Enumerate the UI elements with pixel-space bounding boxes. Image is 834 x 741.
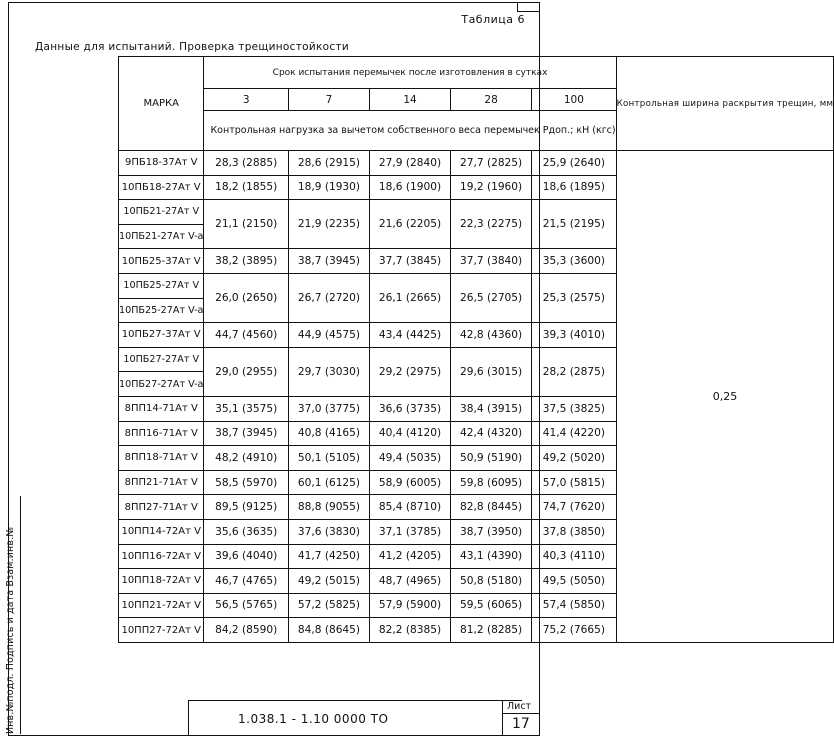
load-value-cell: 21,9 (2235) <box>288 200 369 249</box>
load-value-cell: 37,6 (3830) <box>288 519 369 544</box>
load-value-cell: 29,6 (3015) <box>451 347 532 396</box>
table-label: Таблица 6 <box>461 13 525 26</box>
load-value-cell: 26,7 (2720) <box>288 273 369 322</box>
day-header: 7 <box>288 89 369 111</box>
load-value-cell: 44,7 (4560) <box>204 323 288 348</box>
load-value-cell: 28,6 (2915) <box>288 151 369 176</box>
table-row <box>119 151 834 176</box>
load-value-cell: 40,3 (4110) <box>532 544 617 569</box>
title-block-top-line <box>188 700 522 701</box>
load-value-cell: 58,5 (5970) <box>204 470 288 495</box>
load-value-cell: 88,8 (9055) <box>288 495 369 520</box>
load-value-cell: 29,7 (3030) <box>288 347 369 396</box>
side-stamp-text: Инв.№подл. Подпись и дата Взам.инв.№ <box>5 526 16 734</box>
load-value-cell: 21,1 (2150) <box>204 200 288 249</box>
load-value-cell: 19,2 (1960) <box>451 175 532 200</box>
mark-cell: 8ПП21-71Ат V <box>119 470 204 495</box>
load-value-cell: 26,5 (2705) <box>451 273 532 322</box>
load-value-cell: 82,8 (8445) <box>451 495 532 520</box>
load-value-cell: 49,2 (5015) <box>288 569 369 594</box>
day-header: 28 <box>451 89 532 111</box>
load-value-cell: 35,3 (3600) <box>532 249 617 274</box>
load-value-cell: 81,2 (8285) <box>451 618 532 643</box>
mark-cell: 10ПБ18-27Ат V <box>119 175 204 200</box>
age-caption: Срок испытания перемычек после изготовления в сутках <box>204 57 616 89</box>
load-value-cell: 57,2 (5825) <box>288 593 369 618</box>
load-value-cell: 37,1 (3785) <box>369 519 450 544</box>
load-value-cell: 50,8 (5180) <box>451 569 532 594</box>
load-value-cell: 27,9 (2840) <box>369 151 450 176</box>
crack-width-caption: Контрольная ширина раскрытия трещин, мм <box>616 57 834 151</box>
side-stamp <box>5 496 21 734</box>
load-value-cell: 57,9 (5900) <box>369 593 450 618</box>
title-block-right-line <box>502 700 503 736</box>
load-value-cell: 22,3 (2275) <box>451 200 532 249</box>
load-value-cell: 29,2 (2975) <box>369 347 450 396</box>
load-value-cell: 44,9 (4575) <box>288 323 369 348</box>
load-value-cell: 35,6 (3635) <box>204 519 288 544</box>
load-value-cell: 39,6 (4040) <box>204 544 288 569</box>
load-value-cell: 28,3 (2885) <box>204 151 288 176</box>
load-value-cell: 50,9 (5190) <box>451 446 532 471</box>
mark-cell: 10ПП18-72Ат V <box>119 569 204 594</box>
load-value-cell: 82,2 (8385) <box>369 618 450 643</box>
load-value-cell: 59,5 (6065) <box>451 593 532 618</box>
load-value-cell: 35,1 (3575) <box>204 396 288 421</box>
crack-width-value: 0,25 <box>616 151 834 643</box>
mark-cell: 10ПБ27-27Ат V-а <box>119 372 204 397</box>
load-value-cell: 37,8 (3850) <box>532 519 617 544</box>
load-value-cell: 41,4 (4220) <box>532 421 617 446</box>
mark-cell: 10ПБ25-27Ат V-а <box>119 298 204 323</box>
load-value-cell: 40,4 (4120) <box>369 421 450 446</box>
mark-cell: 9ПБ18-37Ат V <box>119 151 204 176</box>
load-value-cell: 27,7 (2825) <box>451 151 532 176</box>
load-value-cell: 18,6 (1895) <box>532 175 617 200</box>
document-code: 1.038.1 - 1.10 0000 ТО <box>238 712 389 726</box>
day-header: 3 <box>204 89 288 111</box>
load-value-cell: 29,0 (2955) <box>204 347 288 396</box>
sheet-label: Лист <box>507 701 532 712</box>
test-data-table <box>118 56 834 643</box>
load-value-cell: 42,8 (4360) <box>451 323 532 348</box>
mark-cell: 10ПП21-72Ат V <box>119 593 204 618</box>
mark-cell: 10ПП16-72Ат V <box>119 544 204 569</box>
load-value-cell: 36,6 (3735) <box>369 396 450 421</box>
load-value-cell: 39,3 (4010) <box>532 323 617 348</box>
load-value-cell: 26,0 (2650) <box>204 273 288 322</box>
load-value-cell: 38,7 (3945) <box>204 421 288 446</box>
load-value-cell: 21,5 (2195) <box>532 200 617 249</box>
load-value-cell: 38,4 (3915) <box>451 396 532 421</box>
day-header: 14 <box>369 89 450 111</box>
load-value-cell: 84,2 (8590) <box>204 618 288 643</box>
load-value-cell: 25,9 (2640) <box>532 151 617 176</box>
load-value-cell: 58,9 (6005) <box>369 470 450 495</box>
load-value-cell: 18,2 (1855) <box>204 175 288 200</box>
mark-cell: 10ПБ27-27Ат V <box>119 347 204 372</box>
sheet-divider <box>502 713 540 714</box>
load-value-cell: 18,9 (1930) <box>288 175 369 200</box>
load-value-cell: 26,1 (2665) <box>369 273 450 322</box>
load-value-cell: 38,7 (3950) <box>451 519 532 544</box>
load-value-cell: 21,6 (2205) <box>369 200 450 249</box>
mark-cell: 10ПП27-72Ат V <box>119 618 204 643</box>
load-value-cell: 57,0 (5815) <box>532 470 617 495</box>
day-header: 100 <box>532 89 617 111</box>
load-value-cell: 43,4 (4425) <box>369 323 450 348</box>
load-value-cell: 41,2 (4205) <box>369 544 450 569</box>
load-value-cell: 37,0 (3775) <box>288 396 369 421</box>
sheet-number: 17 <box>512 716 530 732</box>
load-value-cell: 85,4 (8710) <box>369 495 450 520</box>
load-value-cell: 18,6 (1900) <box>369 175 450 200</box>
load-value-cell: 50,1 (5105) <box>288 446 369 471</box>
load-value-cell: 49,2 (5020) <box>532 446 617 471</box>
load-value-cell: 60,1 (6125) <box>288 470 369 495</box>
load-value-cell: 38,2 (3895) <box>204 249 288 274</box>
mark-cell: 10ПБ21-27Ат V <box>119 200 204 225</box>
load-value-cell: 25,3 (2575) <box>532 273 617 322</box>
load-value-cell: 74,7 (7620) <box>532 495 617 520</box>
load-value-cell: 75,2 (7665) <box>532 618 617 643</box>
load-value-cell: 40,8 (4165) <box>288 421 369 446</box>
load-value-cell: 59,8 (6095) <box>451 470 532 495</box>
mark-cell: 8ПП16-71Ат V <box>119 421 204 446</box>
load-value-cell: 46,7 (4765) <box>204 569 288 594</box>
mark-cell: 10ПБ25-37Ат V <box>119 249 204 274</box>
load-value-cell: 41,7 (4250) <box>288 544 369 569</box>
load-value-cell: 38,7 (3945) <box>288 249 369 274</box>
title-block <box>8 700 540 736</box>
mark-cell: 10ПП14-72Ат V <box>119 519 204 544</box>
mark-cell: 8ПП27-71Ат V <box>119 495 204 520</box>
mark-cell: 10ПБ21-27Ат V-а <box>119 224 204 249</box>
load-caption: Контрольная нагрузка за вычетом собственного веса перемычек Pдоп.; кН (кгс) <box>204 111 616 151</box>
mark-cell: 8ПП14-71Ат V <box>119 396 204 421</box>
table-title: Данные для испытаний. Проверка трещиностойкости <box>35 41 349 53</box>
title-block-left-line <box>188 700 189 736</box>
load-value-cell: 84,8 (8645) <box>288 618 369 643</box>
load-value-cell: 28,2 (2875) <box>532 347 617 396</box>
load-value-cell: 48,7 (4965) <box>369 569 450 594</box>
load-value-cell: 57,4 (5850) <box>532 593 617 618</box>
corner-box <box>517 2 540 12</box>
load-value-cell: 37,5 (3825) <box>532 396 617 421</box>
mark-cell: 10ПБ27-37Ат V <box>119 323 204 348</box>
load-value-cell: 89,5 (9125) <box>204 495 288 520</box>
load-value-cell: 56,5 (5765) <box>204 593 288 618</box>
load-value-cell: 43,1 (4390) <box>451 544 532 569</box>
mark-cell: 8ПП18-71Ат V <box>119 446 204 471</box>
load-value-cell: 49,5 (5050) <box>532 569 617 594</box>
load-value-cell: 49,4 (5035) <box>369 446 450 471</box>
load-value-cell: 42,4 (4320) <box>451 421 532 446</box>
load-value-cell: 48,2 (4910) <box>204 446 288 471</box>
load-value-cell: 37,7 (3845) <box>369 249 450 274</box>
mark-header: МАРКА <box>119 57 204 151</box>
mark-cell: 10ПБ25-27Ат V <box>119 273 204 298</box>
load-value-cell: 37,7 (3840) <box>451 249 532 274</box>
